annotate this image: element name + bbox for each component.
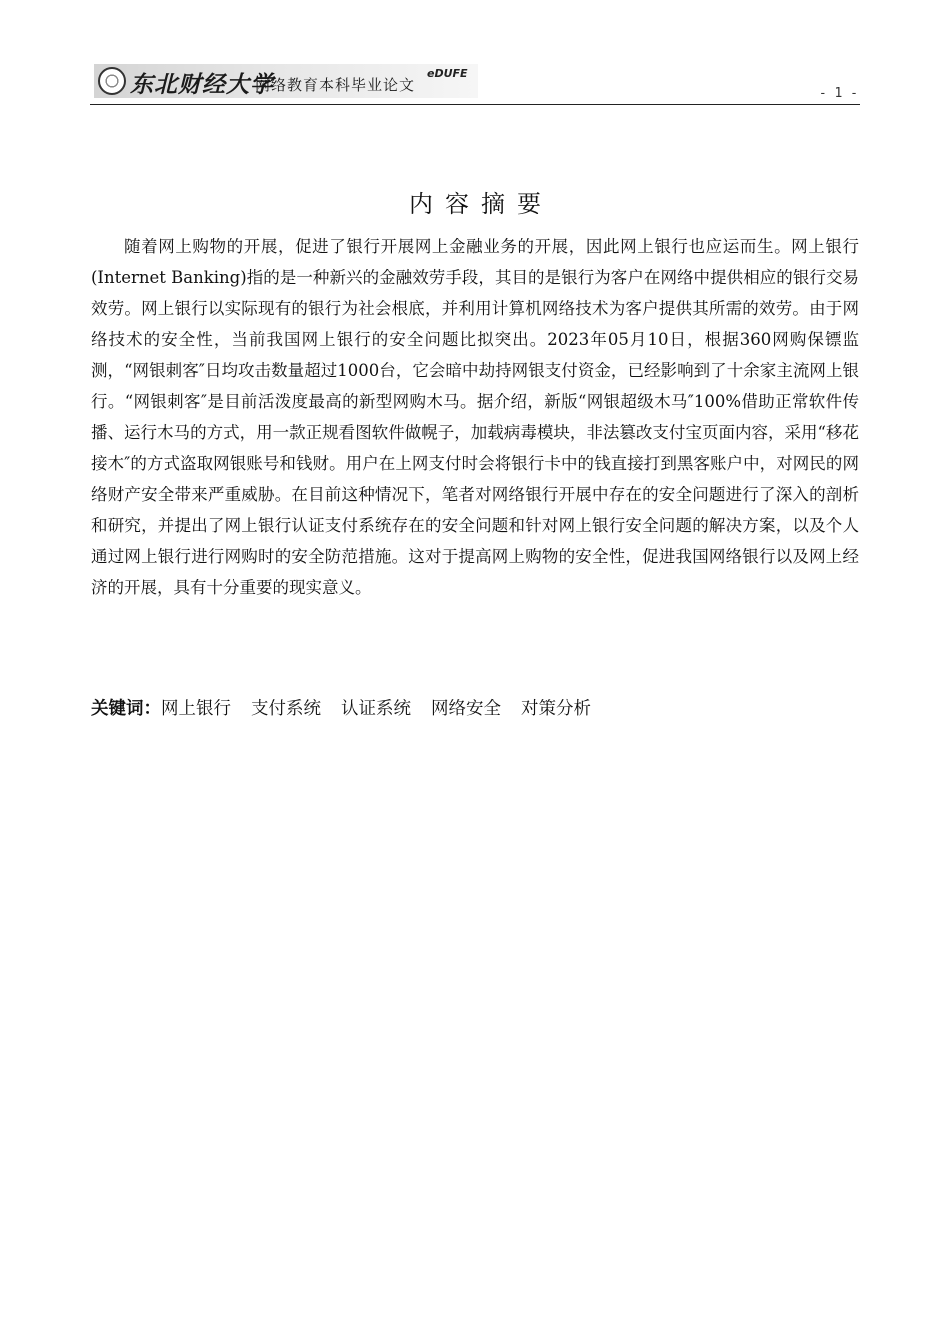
- header-banner: [94, 64, 478, 98]
- keyword-item: 对策分析: [521, 699, 591, 719]
- keyword-item: 网络安全: [431, 699, 501, 719]
- page-number: - 1 -: [818, 86, 858, 101]
- abstract-title: 内容摘要: [409, 190, 553, 218]
- university-seal-icon: [98, 67, 126, 95]
- abstract-body: 随着网上购物的开展，促进了银行开展网上金融业务的开展，因此网上银行也应运而生。网上银行(Internet Banking)指的是一种新兴的金融效劳手段，其目的是银行为客户在网络中提供相应的银行交易效劳。网上银行以实际现有的银行为社会根底，并利用计算机网络技术为客户提供其所需的效劳。由于网络技术的安全性，当前我国网上银行的安全问题比拟突出。2023年05月10日，根据360网购保镖监测，“网银刺客″日均攻击数量超过1000台，它会暗中劫持网银支付资金，已经影响到了十余家主流网上银行。“网银刺客″是目前活泼度最高的新型网购木马。据介绍，新版“网银超级木马″100%借助正常软件传播、运行木马的方式，用一款正规看图软件做幌子，加载病毒模块，非法篡改支付宝页面内容，采用“移花接木″的方式盗取网银账号和钱财。用户在上网支付时会将银行卡中的钱直接打到黑客账户中，对网民的网络财产安全带来严重威胁。在目前这种情况下，笔者对网络银行开展中存在的安全问题进行了深入的剖析和研究，并提出了网上银行认证支付系统存在的安全问题和针对网上银行安全问题的解决方案，以及个人通过网上银行进行网购时的安全防范措施。这对于提高网上购物的安全性，促进我国网络银行以及网上经济的开展，具有十分重要的现实意义。: [91, 237, 859, 597]
- edufe-logo: eDUFE: [427, 67, 468, 80]
- keyword-item: 认证系统: [341, 699, 411, 719]
- keyword-item: 支付系统: [251, 699, 321, 719]
- school-name: 东北财经大学: [130, 71, 274, 98]
- keywords-label: 关键词：: [91, 699, 161, 719]
- keywords-line: [91, 695, 611, 720]
- page-header: [90, 62, 860, 105]
- thesis-type-subtitle: 网络教育本科毕业论文: [255, 76, 416, 94]
- keyword-item: 网上银行: [161, 699, 231, 719]
